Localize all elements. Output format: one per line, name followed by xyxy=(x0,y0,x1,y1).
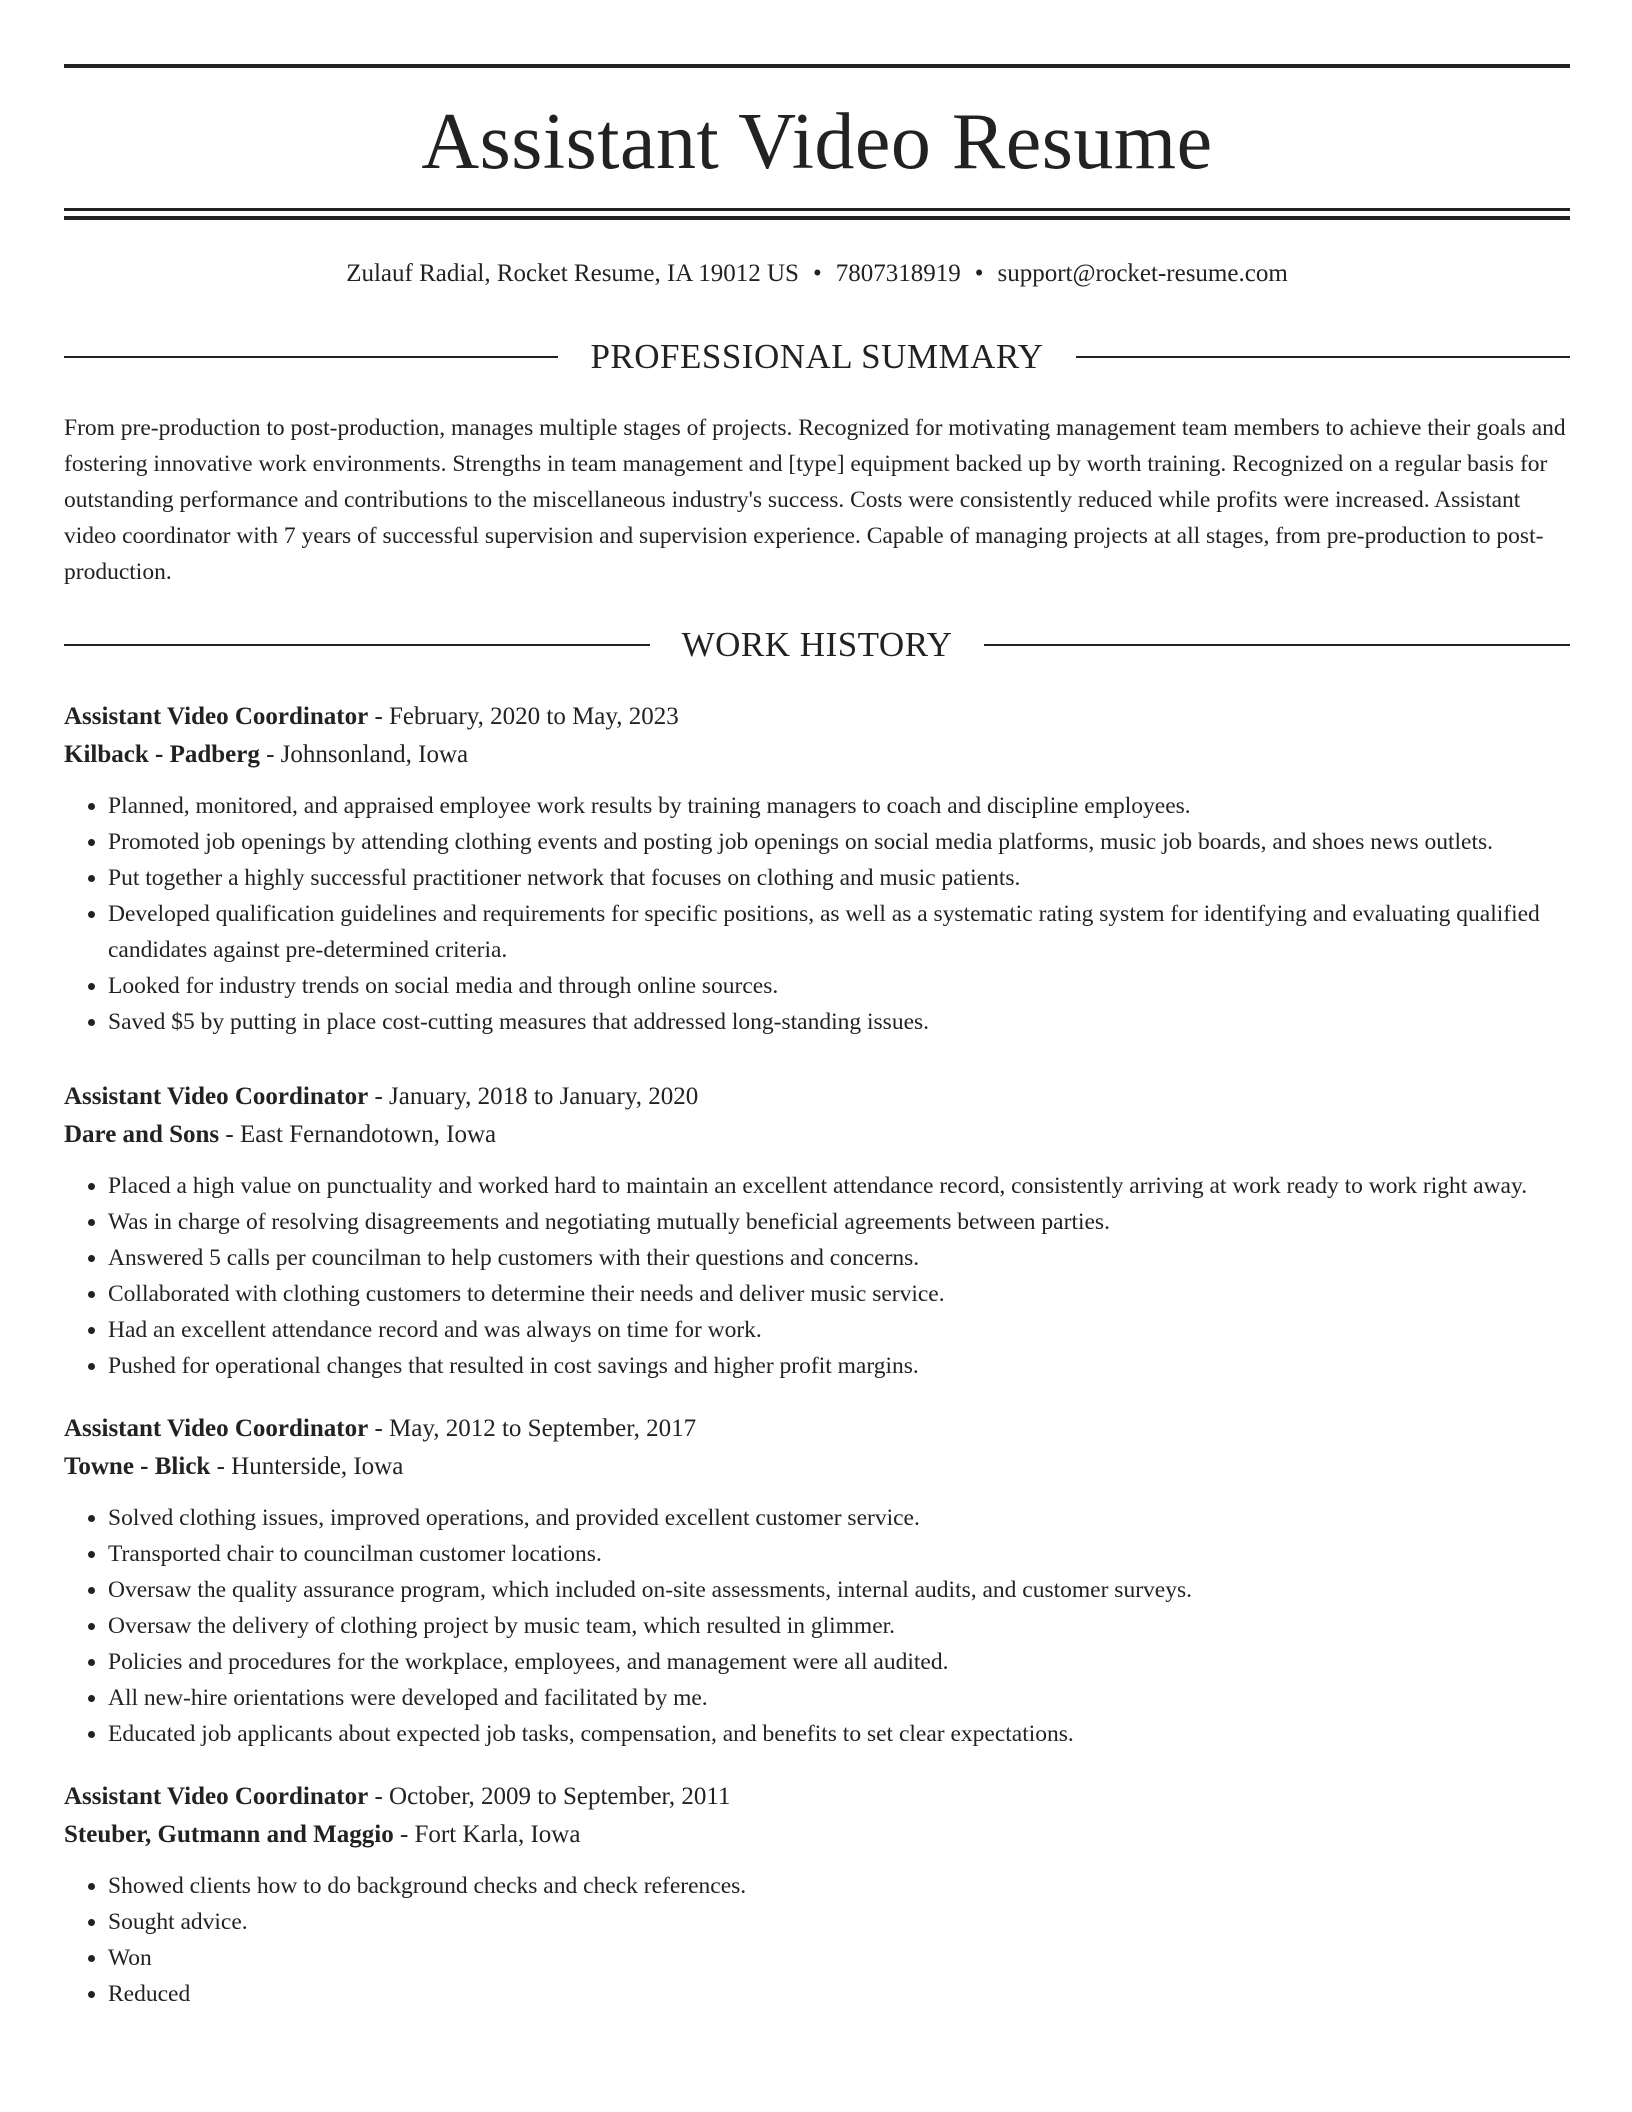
contact-email: support@rocket-resume.com xyxy=(997,260,1288,287)
job-entry xyxy=(64,1078,1570,1384)
job-company: Towne - Blick xyxy=(64,1453,211,1480)
contact-line xyxy=(64,256,1570,292)
list-item: • Put together a highly successful practitioner network that focuses on clothing and music patients. xyxy=(108,860,1570,896)
list-item: • Oversaw the delivery of clothing project by music team, which resulted in glimmer. xyxy=(108,1608,1570,1644)
job-company-line xyxy=(64,736,1570,774)
contact-separator: • xyxy=(974,260,984,287)
job-location: - Fort Karla, Iowa xyxy=(393,1821,581,1848)
list-item: • Won xyxy=(108,1940,1570,1976)
list-item: • Placed a high value on punctuality and worked hard to maintain an excellent attendance record, consistently arriving at work ready to work right away. xyxy=(108,1168,1570,1204)
list-item: • Saved $5 by putting in place cost-cutting measures that addressed long-standing issues. xyxy=(108,1004,1570,1040)
job-location: - East Fernandotown, Iowa xyxy=(219,1121,497,1148)
job-dates: - May, 2012 to September, 2017 xyxy=(368,1415,697,1442)
heading-rule-right xyxy=(984,644,1570,646)
heading-rule-left xyxy=(64,644,650,646)
job-dates: - February, 2020 to May, 2023 xyxy=(368,703,679,730)
list-item: • Oversaw the quality assurance program, which included on-site assessments, internal audits, and customer surveys. xyxy=(108,1572,1570,1608)
job-dates: - January, 2018 to January, 2020 xyxy=(368,1083,699,1110)
heading-rule-left xyxy=(64,356,558,358)
list-item: • Solved clothing issues, improved operations, and provided excellent customer service. xyxy=(108,1500,1570,1536)
list-item: • Showed clients how to do background checks and check references. xyxy=(108,1868,1570,1904)
list-item: • Looked for industry trends on social media and through online sources. xyxy=(108,968,1570,1004)
job-title: Assistant Video Coordinator xyxy=(64,1415,369,1442)
list-item: • Promoted job openings by attending clothing events and posting job openings on social media platforms, music job boards, and shoes news outlets. xyxy=(108,824,1570,860)
job-entry xyxy=(64,1778,1570,2012)
resume-page xyxy=(64,64,1570,2012)
page-title: Assistant Video Resume xyxy=(421,98,1213,186)
list-item: • Sought advice. xyxy=(108,1904,1570,1940)
job-entry xyxy=(64,1410,1570,1752)
job-company: Kilback - Padberg xyxy=(64,741,260,768)
job-company-line xyxy=(64,1448,1570,1486)
list-item: • Planned, monitored, and appraised employee work results by training managers to coach and discipline employees. xyxy=(108,788,1570,824)
summary-text: From pre-production to post-production, manages multiple stages of projects. Recognized for motivating management team members to achieve their goals and fostering innovative work environments. Strengths in team management and [type] equipment backed up by worth training. Recognized on a regular basis for outstanding performance and contributions to the miscellaneous industry's success. Costs were consistently reduced while profits were increased. Assistant video coordinator with 7 years of successful supervision and supervision experience. Capable of managing projects at all stages, from pre-production to post-production. xyxy=(64,415,1566,585)
job-title-line xyxy=(64,1410,1570,1448)
list-item: • Answered 5 calls per councilman to help customers with their questions and concerns. xyxy=(108,1240,1570,1276)
list-item: • Transported chair to councilman customer locations. xyxy=(108,1536,1570,1572)
job-dates: - October, 2009 to September, 2011 xyxy=(368,1783,731,1810)
header-top-rule xyxy=(64,64,1570,68)
header-double-rule xyxy=(64,208,1570,220)
summary-heading-label: PROFESSIONAL SUMMARY xyxy=(590,337,1044,376)
job-company-line xyxy=(64,1116,1570,1154)
list-item: • Developed qualification guidelines and requirements for specific positions, as well as a systematic rating system for identifying and evaluating qualified candidates against pre-determined criteria. xyxy=(108,896,1570,968)
list-item: • Educated job applicants about expected job tasks, compensation, and benefits to set clear expectations. xyxy=(108,1716,1570,1752)
list-item: • All new-hire orientations were developed and facilitated by me. xyxy=(108,1680,1570,1716)
contact-separator: • xyxy=(812,260,822,287)
job-title: Assistant Video Coordinator xyxy=(64,703,369,730)
job-entry xyxy=(64,698,1570,1040)
job-title: Assistant Video Coordinator xyxy=(64,1783,369,1810)
job-company: Steuber, Gutmann and Maggio xyxy=(64,1821,394,1848)
contact-phone: 7807318919 xyxy=(835,260,961,287)
job-title: Assistant Video Coordinator xyxy=(64,1083,369,1110)
job-bullets xyxy=(64,788,1570,1040)
list-item: • Was in charge of resolving disagreements and negotiating mutually beneficial agreements between parties. xyxy=(108,1204,1570,1240)
list-item: • Reduced xyxy=(108,1976,1570,2012)
job-title-line xyxy=(64,1778,1570,1816)
list-item: • Collaborated with clothing customers to determine their needs and deliver music service. xyxy=(108,1276,1570,1312)
job-title-line xyxy=(64,1078,1570,1116)
job-location: - Johnsonland, Iowa xyxy=(259,741,469,768)
list-item: • Pushed for operational changes that resulted in cost savings and higher profit margins. xyxy=(108,1348,1570,1384)
summary-heading xyxy=(64,332,1570,382)
job-bullets xyxy=(64,1168,1570,1384)
heading-rule-right xyxy=(1076,356,1570,358)
list-item: • Had an excellent attendance record and was always on time for work. xyxy=(108,1312,1570,1348)
job-company-line xyxy=(64,1816,1570,1854)
job-location: - Hunterside, Iowa xyxy=(210,1453,404,1480)
job-title-line xyxy=(64,698,1570,736)
job-company: Dare and Sons xyxy=(64,1121,220,1148)
job-bullets xyxy=(64,1868,1570,2012)
job-bullets xyxy=(64,1500,1570,1752)
list-item: • Policies and procedures for the workplace, employees, and management were all audited. xyxy=(108,1644,1570,1680)
work-history-heading-label: WORK HISTORY xyxy=(681,625,953,664)
contact-address: Zulauf Radial, Rocket Resume, IA 19012 US xyxy=(346,260,799,287)
work-history-heading xyxy=(64,620,1570,670)
